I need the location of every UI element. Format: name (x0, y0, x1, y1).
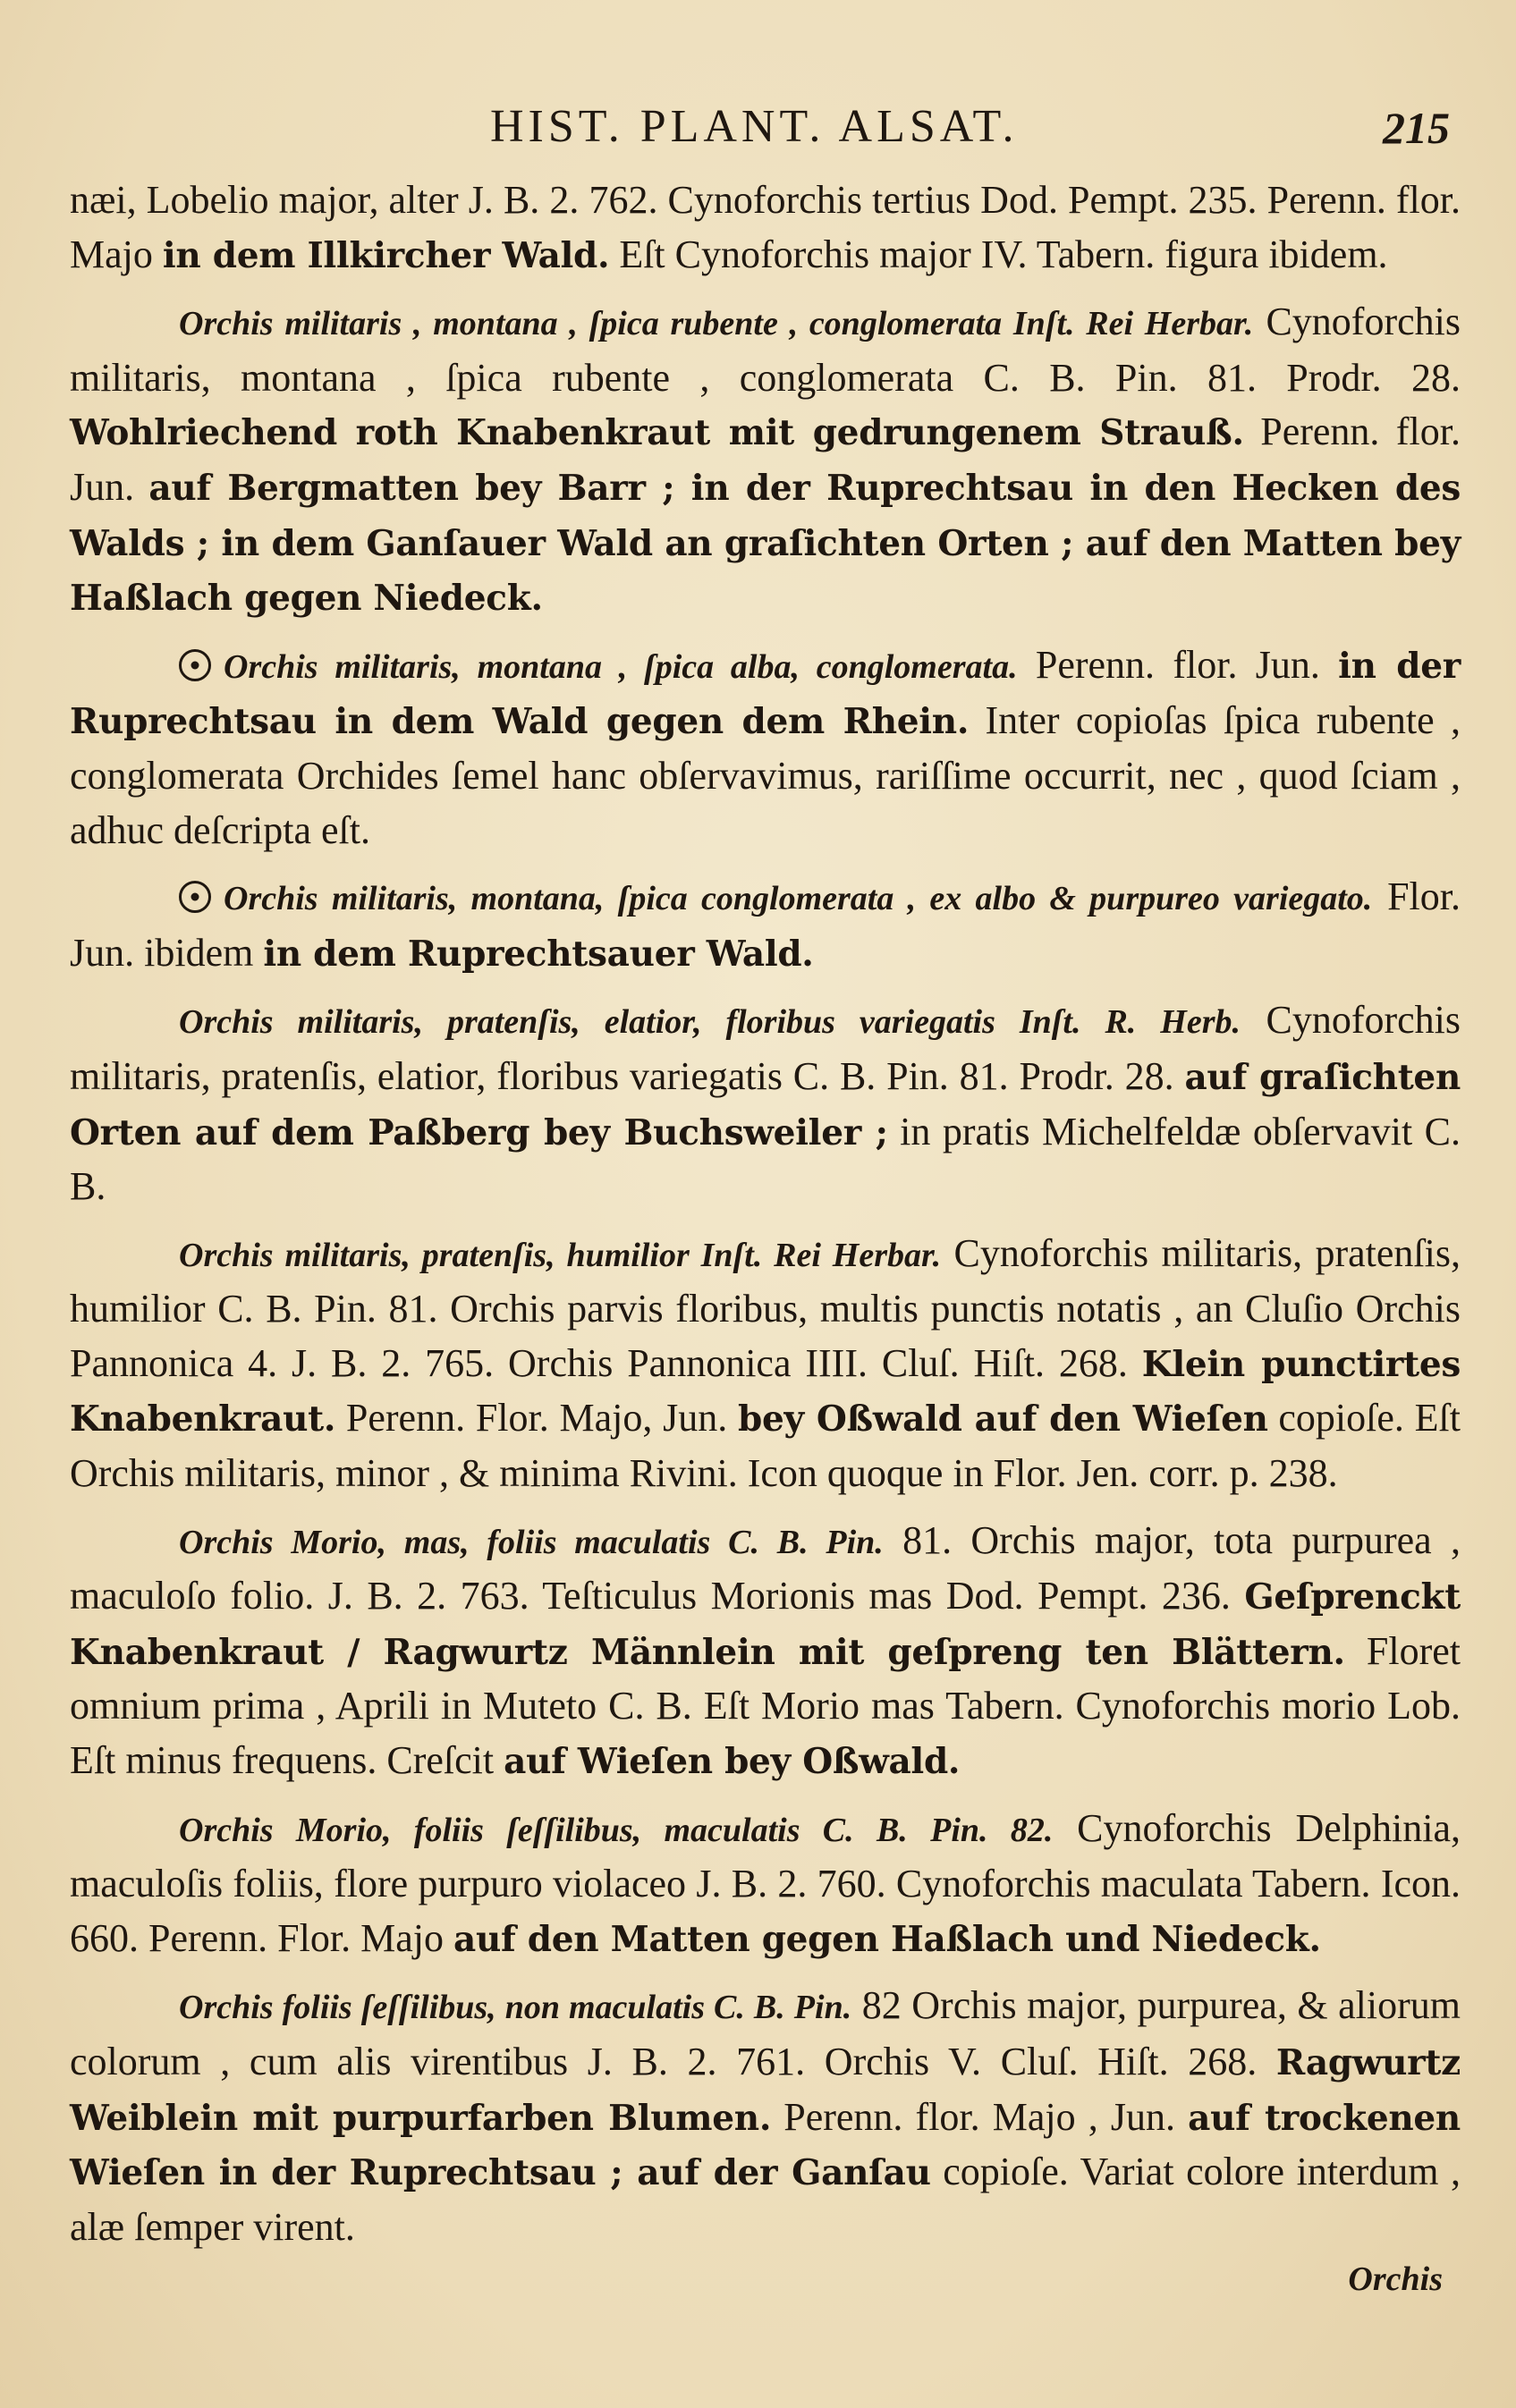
latin-text: Floret omnium prima , Aprili in Muteto C. B. Eſt Morio mas Tabern. Cynoforchis morio Lob. Eſt minus frequens. Creſcit (70, 1628, 1461, 1783)
german-text: Ragwurtz Weiblein mit purpurfarben Blumen. (70, 2042, 1461, 2139)
latin-text: 81. Orchis major, tota purpurea , maculoſo folio. J. B. 2. 763. Teſticulus Morionis mas Dod. Pempt. 236. (70, 1517, 1461, 1618)
entry-paragraph (70, 1514, 1461, 1789)
german-text: bey Oßwald auf den Wieſen (738, 1398, 1268, 1441)
german-text: Geſprenckt Knabenkraut / Ragwurtz Männlein mit geſpreng ten Blättern. (70, 1576, 1461, 1673)
latin-text: copioſe. Variat colore interdum , alæ ſemper virent. (70, 2150, 1461, 2249)
entry-lemma: Orchis militaris , montana , ſpica rubente , conglomerata Inſt. Rei Herbar. (179, 305, 1254, 343)
running-title: HIST. PLANT. ALSAT. (490, 101, 1019, 152)
german-text: Klein punctirtes Knabenkraut. (70, 1343, 1461, 1441)
latin-text: Perenn. flor. Majo , Jun. (771, 2094, 1189, 2139)
entry-paragraph (70, 1802, 1461, 1967)
latin-text: Flor. Jun. ibidem (70, 874, 1461, 975)
page-number: 215 (1383, 103, 1450, 153)
latin-text: Inter copioſas ſpica rubente , conglomerata Orchides ſemel hanc obſervavimus, rariſſime occurrit, nec , quod ſciam , adhuc deſcripta eſt. (70, 698, 1461, 852)
entry-paragraph (70, 638, 1461, 858)
latin-text: Eſt Cynoforchis major IV. Tabern. figura ibidem. (609, 232, 1388, 276)
german-text: auf Bergmatten bey Barr ; in der Ruprechtsau in den Hecken des Walds ; in dem Ganſauer Wald an graſichten Orten ; auf den Matten bey Haßlach gegen Niedeck. (70, 467, 1461, 620)
german-text: in der Ruprechtsau in dem Wald gegen dem Rhein. (70, 645, 1461, 743)
entry-paragraph (70, 295, 1461, 626)
entry-lemma: Orchis militaris, montana, ſpica conglomerata , ex albo & purpureo variegato. (224, 880, 1373, 918)
latin-text: copioſe. Eſt Orchis militaris, minor , & minima Rivini. Icon quoque in Flor. Jen. corr. p. 238. (70, 1396, 1461, 1496)
running-header (70, 100, 1461, 163)
entry-lemma: Orchis militaris, pratenſis, elatior, floribus variegatis Inſt. R. Herb. (179, 1003, 1241, 1042)
german-text: Wohlriechend roth Knabenkraut mit gedrungenem Strauß. (70, 412, 1244, 454)
latin-text: Perenn. flor. Jun. (1017, 642, 1339, 687)
latin-text: in pratis Michelfeldæ obſervavit C. B. (70, 1109, 1461, 1209)
circle-dot-marker-icon (179, 881, 211, 913)
entry-paragraph (70, 1227, 1461, 1501)
entry-lemma: Orchis militaris, montana , ſpica alba, conglomerata. (224, 647, 1018, 686)
latin-text: Cynoforchis Delphinia, maculoſis foliis, flore purpuro violaceo J. B. 2. 760. Cynoforchis maculata Tabern. Icon. 660. Perenn. Flor. Majo (70, 1805, 1461, 1960)
entry-lemma: Orchis Morio, mas, foliis maculatis C. B. Pin. (179, 1523, 884, 1561)
german-text: auf trockenen Wieſen in der Ruprechtsau ; auf der Ganſau (70, 2097, 1461, 2194)
latin-text: 82 Orchis major, purpurea, & aliorum colorum , cum alis virentibus J. B. 2. 761. Orchis V. Cluſ. Hiſt. 268. (70, 1983, 1461, 2083)
entry-lemma: Orchis foliis ſeſſilibus, non maculatis C. B. Pin. (179, 1989, 852, 2027)
german-text: in dem Ruprechtsauer Wald. (263, 933, 814, 975)
entry-lemma: Orchis Morio, foliis ſeſſilibus, maculatis C. B. Pin. 82. (179, 1811, 1054, 1849)
page-body (70, 173, 1461, 2254)
german-text: auf Wieſen bey Oßwald. (504, 1741, 961, 1783)
catchword: Orchis (1348, 2260, 1443, 2299)
german-text: auf den Matten gegen Haßlach und Niedeck. (453, 1918, 1321, 1960)
entry-paragraph (70, 870, 1461, 981)
entry-paragraph (70, 993, 1461, 1213)
latin-text: Cynoforchis militaris, pratenſis, humilior C. B. Pin. 81. Orchis parvis floribus, multis punctis notatis , an Cluſio Orchis Pannonica 4. J. B. 2. 765. Orchis Pannonica IIII. Cluſ. Hiſt. 268. (70, 1230, 1461, 1385)
latin-text: næi, Lobelio major, alter J. B. 2. 762. Cynoforchis tertius Dod. Pempt. 235. Perenn. flor. Majo (70, 178, 1461, 276)
german-text: in dem Illkircher Wald. (162, 234, 610, 276)
entry-paragraph (70, 173, 1461, 283)
latin-text: Perenn. Flor. Majo, Jun. (335, 1396, 739, 1441)
latin-text: Cynoforchis militaris, montana , ſpica rubente , conglomerata C. B. Pin. 81. Prodr. 28. (70, 300, 1461, 400)
latin-text: Perenn. flor. Jun. (70, 410, 1461, 509)
entry-lemma: Orchis militaris, pratenſis, humilior Inſt. Rei Herbar. (179, 1236, 942, 1274)
entry-paragraph (70, 1979, 1461, 2254)
circle-dot-marker-icon (179, 649, 211, 681)
german-text: auf graſichten Orten auf dem Paßberg bey Buchsweiler ; (70, 1056, 1461, 1153)
latin-text: Cynoforchis militaris, pratenſis, elatior, floribus variegatis C. B. Pin. 81. Prodr. 28. (70, 998, 1461, 1098)
